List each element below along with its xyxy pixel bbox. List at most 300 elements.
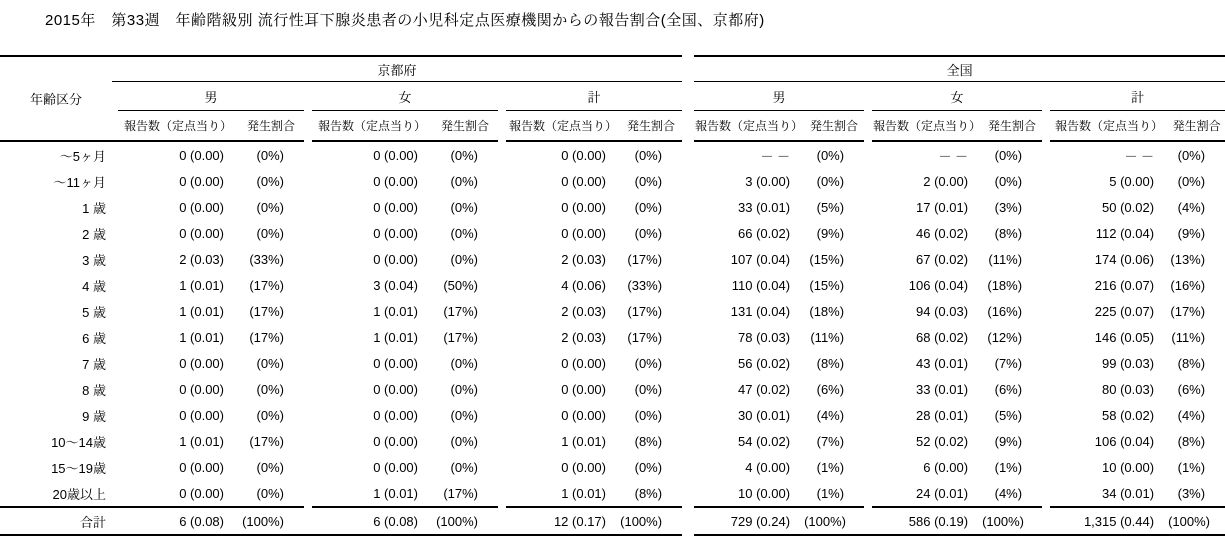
report-cell: 1 (0.01) <box>179 277 224 293</box>
report-cell: 10 (0.00) <box>738 485 791 501</box>
rate-cell: (16%) <box>987 303 1023 319</box>
spacer <box>498 324 506 350</box>
spacer <box>864 454 872 480</box>
report-cell: 3 (0.00) <box>745 173 791 189</box>
spacer <box>864 194 872 220</box>
rate-cell: (0%) <box>256 147 284 163</box>
table-row <box>0 376 1225 402</box>
rate-cell: (18%) <box>987 277 1023 293</box>
table-row <box>0 350 1225 376</box>
spacer <box>304 272 312 298</box>
rate-cell: (0%) <box>256 407 284 423</box>
rate-cell: (5%) <box>994 407 1023 423</box>
rate-cell: (100%) <box>620 507 682 535</box>
table-row <box>0 194 1225 220</box>
spacer <box>1042 324 1050 350</box>
report-cell: 0 (0.00) <box>179 355 224 371</box>
rate-cell: (9%) <box>816 225 845 241</box>
rate-cell: (0%) <box>256 381 284 397</box>
spacer <box>1042 272 1050 298</box>
spacer <box>304 220 312 246</box>
rate-cell: (0%) <box>450 355 478 371</box>
rate-cell: (12%) <box>987 329 1023 345</box>
table-row <box>0 272 1225 298</box>
spacer <box>304 454 312 480</box>
rate-cell: (0%) <box>256 199 284 215</box>
section-spacer <box>682 480 694 507</box>
col-header-report: 報告数（定点当り） <box>506 111 620 142</box>
spacer <box>1042 350 1050 376</box>
age-label: 15～19歳 <box>51 460 106 476</box>
age-column-header: 年齢区分 <box>0 56 112 141</box>
rate-cell: (0%) <box>256 225 284 241</box>
spacer <box>304 246 312 272</box>
spacer <box>864 168 872 194</box>
rate-cell: (11%) <box>988 251 1023 267</box>
report-cell: 0 (0.00) <box>373 251 418 267</box>
rate-cell: (1%) <box>1177 459 1206 475</box>
report-cell: 146 (0.05) <box>1094 329 1155 345</box>
spacer <box>498 350 506 376</box>
spacer <box>864 298 872 324</box>
report-cell: 0 (0.00) <box>179 147 224 163</box>
table-row <box>0 480 1225 507</box>
age-label: 1 歳 <box>82 200 106 216</box>
rate-cell: (100%) <box>1168 507 1225 535</box>
spacer <box>304 168 312 194</box>
report-cell: 0 (0.00) <box>179 485 224 501</box>
rate-cell: (6%) <box>1177 381 1206 397</box>
spacer <box>864 272 872 298</box>
report-cell: 30 (0.01) <box>738 407 791 423</box>
spacer <box>864 402 872 428</box>
gender-header-kyoto-total: 計 <box>506 82 682 111</box>
gender-header-kyoto-male: 男 <box>118 82 304 111</box>
rate-cell: (9%) <box>1177 225 1206 241</box>
age-label: 9 歳 <box>82 408 106 424</box>
rate-cell: (1%) <box>994 459 1023 475</box>
spacer <box>1042 141 1050 168</box>
spacer <box>498 298 506 324</box>
section-spacer <box>682 428 694 454</box>
rate-cell: (6%) <box>994 381 1023 397</box>
report-cell: 0 (0.00) <box>373 147 418 163</box>
rate-cell: (0%) <box>1177 173 1206 189</box>
age-label: 合計 <box>0 507 112 535</box>
spacer <box>304 111 312 142</box>
spacer <box>864 324 872 350</box>
rate-cell: (0%) <box>994 173 1023 189</box>
total-row <box>0 507 1225 535</box>
report-cell: 10 (0.00) <box>1102 459 1155 475</box>
gender-header-national-male: 男 <box>694 82 864 111</box>
report-cell: 0 (0.00) <box>373 459 418 475</box>
rate-cell: (16%) <box>1170 277 1206 293</box>
report-cell: 43 (0.01) <box>916 355 969 371</box>
spacer <box>1042 376 1050 402</box>
report-cell: 2 (0.00) <box>923 173 969 189</box>
report-cell: 4 (0.00) <box>745 459 791 475</box>
rate-cell: (33%) <box>627 277 663 293</box>
rate-cell: (15%) <box>809 277 845 293</box>
report-cell: 1,315 (0.44) <box>1050 507 1168 535</box>
age-label: 6 歳 <box>82 330 106 346</box>
spacer <box>304 350 312 376</box>
section-spacer <box>682 194 694 220</box>
rate-cell: (0%) <box>256 173 284 189</box>
section-spacer <box>682 324 694 350</box>
rate-cell: (100%) <box>238 507 304 535</box>
report-cell: 80 (0.03) <box>1102 381 1155 397</box>
report-cell: 58 (0.02) <box>1102 407 1155 423</box>
rate-cell: (4%) <box>1177 407 1206 423</box>
spacer <box>864 141 872 168</box>
spacer <box>498 402 506 428</box>
spacer <box>304 324 312 350</box>
col-header-report: 報告数（定点当り） <box>118 111 238 142</box>
section-spacer <box>682 272 694 298</box>
rate-cell: (1%) <box>816 459 845 475</box>
table-row <box>0 246 1225 272</box>
spacer <box>498 220 506 246</box>
rate-cell: (0%) <box>634 225 663 241</box>
report-cell: 6 (0.00) <box>923 459 969 475</box>
report-cell: 0 (0.00) <box>561 407 606 423</box>
spacer <box>498 141 506 168</box>
rate-cell: (11%) <box>1171 329 1206 345</box>
report-cell: 0 (0.00) <box>561 199 606 215</box>
report-cell: 4 (0.06) <box>561 277 606 293</box>
report-cell: 729 (0.24) <box>694 507 804 535</box>
report-cell: 1 (0.01) <box>373 329 418 345</box>
age-label: ～5ヶ月 <box>59 148 106 164</box>
spacer <box>1042 402 1050 428</box>
spacer <box>304 402 312 428</box>
rate-cell: (4%) <box>994 485 1023 501</box>
spacer <box>498 168 506 194</box>
col-header-report: 報告数（定点当り） <box>694 111 804 142</box>
report-cell: 2 (0.03) <box>561 251 606 267</box>
col-header-rate: 発生割合 <box>982 111 1042 142</box>
rate-cell: (0%) <box>450 225 478 241</box>
report-cell: 0 (0.00) <box>179 199 224 215</box>
report-cell: 0 (0.00) <box>561 381 606 397</box>
report-cell: － － <box>1124 148 1155 164</box>
spacer <box>304 298 312 324</box>
report-cell: 94 (0.03) <box>916 303 969 319</box>
rate-cell: (8%) <box>1177 355 1206 371</box>
col-header-rate: 発生割合 <box>1168 111 1225 142</box>
section-spacer <box>682 507 694 535</box>
section-spacer <box>682 141 694 168</box>
spacer <box>864 480 872 507</box>
region-header-national: 全国 <box>694 56 1225 82</box>
rate-cell: (3%) <box>994 199 1023 215</box>
report-cell: 33 (0.01) <box>916 381 969 397</box>
rate-cell: (13%) <box>1170 251 1206 267</box>
report-cell: 5 (0.00) <box>1109 173 1155 189</box>
section-spacer <box>682 220 694 246</box>
spacer <box>304 376 312 402</box>
rate-cell: (0%) <box>634 381 663 397</box>
rate-cell: (0%) <box>634 355 663 371</box>
col-header-rate: 発生割合 <box>804 111 864 142</box>
rate-cell: (4%) <box>816 407 845 423</box>
section-spacer <box>682 246 694 272</box>
report-cell: 225 (0.07) <box>1094 303 1155 319</box>
report-cell: 0 (0.00) <box>373 173 418 189</box>
report-cell: 1 (0.01) <box>561 485 606 501</box>
section-spacer <box>682 376 694 402</box>
spacer <box>498 246 506 272</box>
rate-cell: (0%) <box>1177 147 1206 163</box>
report-cell: 110 (0.04) <box>731 277 791 293</box>
col-header-report: 報告数（定点当り） <box>312 111 432 142</box>
report-cell: 0 (0.00) <box>373 355 418 371</box>
spacer <box>1042 194 1050 220</box>
spacer <box>864 507 872 535</box>
rate-cell: (0%) <box>450 381 478 397</box>
report-cell: 67 (0.02) <box>916 251 969 267</box>
rate-cell: (0%) <box>634 407 663 423</box>
rate-cell: (0%) <box>816 147 845 163</box>
spacer <box>498 111 506 142</box>
age-label: 8 歳 <box>82 382 106 398</box>
rate-cell: (0%) <box>450 459 478 475</box>
report-cell: 50 (0.02) <box>1102 199 1155 215</box>
report-cell: 1 (0.01) <box>373 303 418 319</box>
report-cell: 1 (0.01) <box>179 303 224 319</box>
report-cell: 47 (0.02) <box>738 381 791 397</box>
report-cell: 78 (0.03) <box>738 329 791 345</box>
rate-cell: (6%) <box>816 381 845 397</box>
report-cell: 54 (0.02) <box>738 433 791 449</box>
col-header-report: 報告数（定点当り） <box>872 111 982 142</box>
report-table <box>0 55 1225 536</box>
col-header-rate: 発生割合 <box>238 111 304 142</box>
report-cell: 0 (0.00) <box>561 147 606 163</box>
rate-cell: (0%) <box>450 147 478 163</box>
report-cell: 1 (0.01) <box>179 433 224 449</box>
report-cell: 0 (0.00) <box>373 407 418 423</box>
spacer <box>498 272 506 298</box>
spacer <box>304 82 312 111</box>
report-cell: 586 (0.19) <box>872 507 982 535</box>
spacer <box>864 350 872 376</box>
rate-cell: (100%) <box>804 507 864 535</box>
spacer <box>1042 220 1050 246</box>
section-spacer <box>682 454 694 480</box>
age-label: ～11ヶ月 <box>53 174 106 190</box>
rate-cell: (0%) <box>450 433 478 449</box>
report-cell: 0 (0.00) <box>373 381 418 397</box>
rate-cell: (7%) <box>816 433 845 449</box>
report-cell: 2 (0.03) <box>179 251 224 267</box>
rate-cell: (100%) <box>432 507 498 535</box>
rate-cell: (17%) <box>249 433 284 449</box>
rate-cell: (17%) <box>443 303 478 319</box>
spacer <box>304 194 312 220</box>
report-cell: 131 (0.04) <box>730 303 791 319</box>
section-spacer <box>682 350 694 376</box>
report-cell: 1 (0.01) <box>179 329 224 345</box>
rate-cell: (4%) <box>1177 199 1206 215</box>
table-row <box>0 298 1225 324</box>
age-label: 10～14歳 <box>51 434 106 450</box>
spacer <box>1042 168 1050 194</box>
rate-cell: (3%) <box>1177 485 1206 501</box>
rate-cell: (7%) <box>994 355 1023 371</box>
spacer <box>498 480 506 507</box>
rate-cell: (5%) <box>816 199 845 215</box>
report-cell: 2 (0.03) <box>561 303 606 319</box>
rate-cell: (0%) <box>450 173 478 189</box>
spacer <box>1042 507 1050 535</box>
table-body <box>0 141 1225 535</box>
rate-cell: (8%) <box>634 433 663 449</box>
report-cell: － － <box>938 148 969 164</box>
report-cell: 0 (0.00) <box>561 459 606 475</box>
rate-cell: (0%) <box>634 459 663 475</box>
section-spacer <box>682 402 694 428</box>
rate-cell: (8%) <box>634 485 663 501</box>
table-row <box>0 168 1225 194</box>
report-cell: 52 (0.02) <box>916 433 969 449</box>
report-cell: － － <box>760 148 791 164</box>
spacer <box>304 141 312 168</box>
report-cell: 12 (0.17) <box>506 507 620 535</box>
rate-cell: (8%) <box>1177 433 1206 449</box>
rate-cell: (17%) <box>443 329 478 345</box>
rate-cell: (17%) <box>627 251 663 267</box>
rate-cell: (11%) <box>810 329 845 345</box>
spacer <box>1042 428 1050 454</box>
spacer <box>498 82 506 111</box>
spacer <box>864 246 872 272</box>
report-cell: 0 (0.00) <box>561 225 606 241</box>
report-cell: 0 (0.00) <box>561 173 606 189</box>
rate-cell: (17%) <box>443 485 478 501</box>
report-cell: 68 (0.02) <box>916 329 969 345</box>
table-row <box>0 324 1225 350</box>
spacer <box>498 194 506 220</box>
section-spacer <box>682 298 694 324</box>
rate-cell: (17%) <box>627 303 663 319</box>
page-title: 2015年 第33週 年齢階級別 流行性耳下腺炎患者の小児科定点医療機関からの報告割合(全国、京都府) <box>45 12 765 29</box>
report-cell: 99 (0.03) <box>1102 355 1155 371</box>
spacer <box>1042 246 1050 272</box>
gender-header-kyoto-female: 女 <box>312 82 498 111</box>
age-label: 3 歳 <box>82 252 106 268</box>
report-cell: 46 (0.02) <box>916 225 969 241</box>
report-cell: 3 (0.04) <box>373 277 418 293</box>
table-row <box>0 220 1225 246</box>
report-cell: 216 (0.07) <box>1094 277 1155 293</box>
report-cell: 0 (0.00) <box>179 173 224 189</box>
rate-cell: (17%) <box>627 329 663 345</box>
rate-cell: (0%) <box>634 173 663 189</box>
rate-cell: (0%) <box>256 485 284 501</box>
rate-cell: (0%) <box>450 407 478 423</box>
age-label: 5 歳 <box>82 304 106 320</box>
rate-cell: (17%) <box>249 329 284 345</box>
report-cell: 17 (0.01) <box>916 199 969 215</box>
table-row <box>0 402 1225 428</box>
spacer <box>864 376 872 402</box>
rate-cell: (9%) <box>994 433 1023 449</box>
report-cell: 0 (0.00) <box>179 407 224 423</box>
spacer <box>498 454 506 480</box>
report-cell: 0 (0.00) <box>179 381 224 397</box>
gender-header-national-female: 女 <box>872 82 1042 111</box>
table-head-rows <box>0 56 1225 141</box>
spacer <box>498 428 506 454</box>
rate-cell: (50%) <box>443 277 478 293</box>
table-row <box>0 428 1225 454</box>
rate-cell: (0%) <box>816 173 845 189</box>
report-cell: 33 (0.01) <box>738 199 791 215</box>
rate-cell: (17%) <box>1170 303 1206 319</box>
rate-cell: (17%) <box>249 277 284 293</box>
table-row <box>0 454 1225 480</box>
report-cell: 1 (0.01) <box>373 485 418 501</box>
report-cell: 34 (0.01) <box>1102 485 1155 501</box>
col-header-rate: 発生割合 <box>620 111 682 142</box>
rate-cell: (0%) <box>256 459 284 475</box>
report-cell: 0 (0.00) <box>179 225 224 241</box>
rate-cell: (8%) <box>994 225 1023 241</box>
spacer <box>1042 298 1050 324</box>
report-cell: 0 (0.00) <box>561 355 606 371</box>
report-cell: 2 (0.03) <box>561 329 606 345</box>
report-cell: 112 (0.04) <box>1095 225 1155 241</box>
spacer <box>304 428 312 454</box>
rate-cell: (0%) <box>256 355 284 371</box>
spacer <box>864 111 872 142</box>
spacer <box>304 507 312 535</box>
region-header-kyoto: 京都府 <box>112 56 682 82</box>
rate-cell: (0%) <box>634 199 663 215</box>
spacer <box>864 428 872 454</box>
spacer <box>864 82 872 111</box>
rate-cell: (18%) <box>809 303 845 319</box>
report-cell: 28 (0.01) <box>916 407 969 423</box>
report-cell: 0 (0.00) <box>373 225 418 241</box>
gender-header-national-total: 計 <box>1050 82 1225 111</box>
report-cell: 174 (0.06) <box>1094 251 1155 267</box>
spacer <box>1042 111 1050 142</box>
report-cell: 1 (0.01) <box>561 433 606 449</box>
report-cell: 106 (0.04) <box>1094 433 1155 449</box>
rate-cell: (1%) <box>816 485 845 501</box>
rate-cell: (0%) <box>450 251 478 267</box>
section-spacer <box>682 56 694 141</box>
spacer <box>304 480 312 507</box>
report-cell: 0 (0.00) <box>373 433 418 449</box>
spacer <box>1042 82 1050 111</box>
report-cell: 107 (0.04) <box>730 251 791 267</box>
age-label: 7 歳 <box>82 356 106 372</box>
spacer <box>1042 480 1050 507</box>
table-row <box>0 141 1225 168</box>
report-cell: 6 (0.08) <box>312 507 432 535</box>
spacer <box>864 220 872 246</box>
report-cell: 106 (0.04) <box>908 277 969 293</box>
report-cell: 66 (0.02) <box>738 225 791 241</box>
col-header-report: 報告数（定点当り） <box>1050 111 1168 142</box>
spacer <box>498 507 506 535</box>
age-label: 4 歳 <box>82 278 106 294</box>
